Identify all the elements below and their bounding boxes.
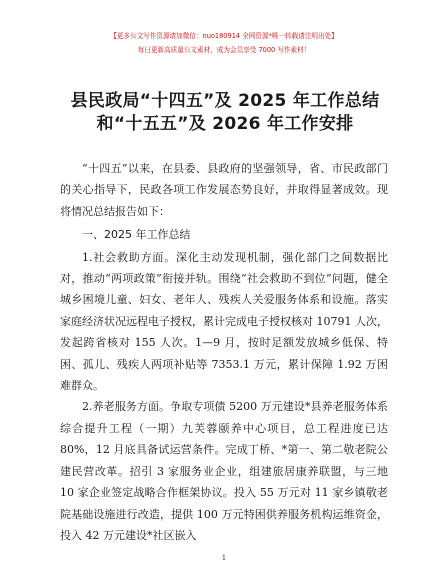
page-number: 1 <box>221 554 227 562</box>
intro-paragraph: “十四五”以来，在县委、县政府的坚强领导，省、市民政部门的关心指导下，民政各项工作发展态势良好，并取得显著成效。现将情况总结报告如下： <box>60 162 388 218</box>
document-title: 县民政局“十四五”及 2025 年工作总结和“十五五”及 2026 年工作安排 <box>70 91 380 134</box>
banner-line-1: 【更多公文写作资源请加微信：nuo180914 全网资源*唯一转载请注明出处】 <box>110 32 338 40</box>
document-body <box>60 158 388 546</box>
banner-line-2: 每日更新高质量公文素材，成为会员享受 7000 写作素材！ <box>137 46 311 54</box>
paragraph-social-assistance: 1.社会救助方面。深化主动发现机制，强化部门之间数据比对，推动“两项政策”衔接并轨。围绕“社会救助不到位”问题，健全城乡困境儿童、妇女、老年人、残疾人关爱服务体系和设施。落实家庭经济状况远程电子授权，累计完成电子授权核对 10791 人次，发起跨省核对 155 人次。1—9 月，按时足额发放城乡低保、特困、孤儿、残疾人两项补贴等 7353.1 万元，累计保障 1.92 万困难群众。 <box>60 250 388 393</box>
promo-banner <box>0 30 448 54</box>
paragraph-elderly-care: 2.养老服务方面。争取专项债 5200 万元建设*县养老服务体系综合提升工程（一期）九芙蓉颐养中心项目，总工程进度已达 80%，12 月底具备试运营条件。完成丁桥、*第一、第二敬老院公建民营改革。招引 3 家服务业企业，组建旅居康养联盟，与三地 10 家企业签定战略合作框架协议。投入 55 万元对 11 家乡镇敬老院基础设施进行改造，提供 100 万元特困供养服务机构运维资金，投入 42 万元建设*社区嵌入 <box>60 400 388 542</box>
section-heading: 一、2025 年工作总结 <box>82 228 191 242</box>
